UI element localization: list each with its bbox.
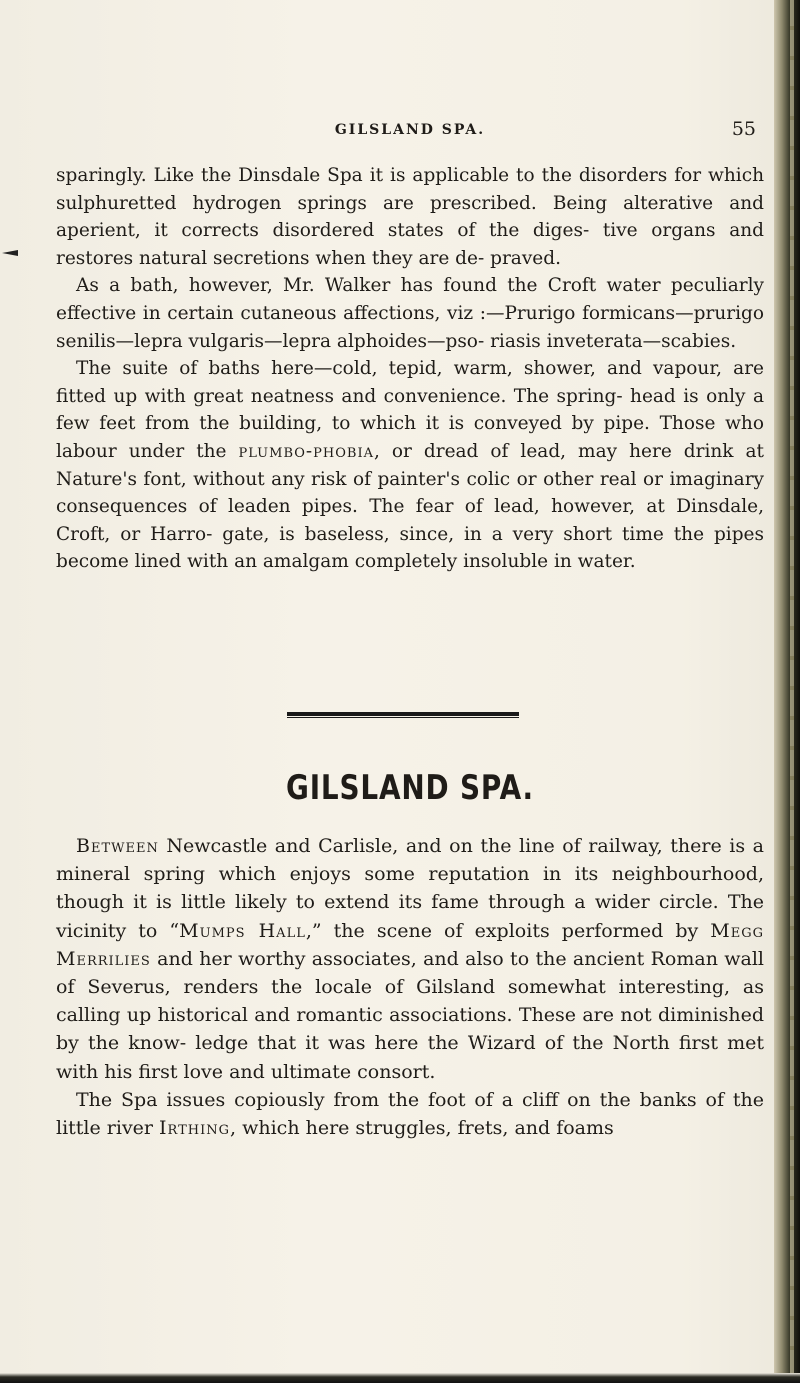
book-binding-edge bbox=[774, 0, 800, 1383]
small-caps-term: plumbo-phobia bbox=[238, 440, 374, 462]
section-heading: GILSLAND SPA. bbox=[286, 768, 534, 808]
paragraph-text: , which here struggles, frets, and foams bbox=[230, 1117, 614, 1140]
text-block-continued bbox=[56, 162, 764, 576]
paragraph-continuation: sparingly. Like the Dinsdale Spa it is applicable to the disorders for which sulphuretted hydrogen springs are prescribed. Being alterative and aperient, it corrects disordered states of the diges- tive organs and restores natural secretions when they are de- praved. bbox=[56, 165, 764, 269]
divider-thick-line bbox=[287, 712, 519, 716]
paragraph-text: and her worthy associates, and also to the ancient Roman wall of Severus, renders the locale of Gilsland somewhat interesting, as calling up historical and romantic associations. These are not diminished by the know- ledge that it was here the Wizard of the North first met with his first love and ultimate consort. bbox=[56, 947, 764, 1083]
binding-stripe bbox=[790, 0, 794, 1383]
paragraph-text: , or dread of lead, may here drink at Nature's font, without any risk of painter's colic or other real or imaginary consequences of leaden pipes. The fear of lead, however, at Dinsdale, Croft, or Harro- gate, is baseless, since, in a very short time the pipes become lined with an amalgam completely insoluble in water. bbox=[56, 440, 764, 573]
paragraph-bath: As a bath, however, Mr. Walker has found the Croft water peculiarly effective in certain cutaneous affections, viz :—Prurigo formicans—prurigo senilis—lepra vulgaris—lepra alphoides—pso- riasis inveterata—scabies. bbox=[56, 275, 764, 352]
section-divider-rule bbox=[287, 712, 519, 719]
running-head bbox=[56, 120, 764, 144]
small-caps-river: Irthing bbox=[159, 1117, 231, 1140]
text-block-gilsland bbox=[56, 832, 764, 1142]
paragraph-spa-source bbox=[56, 1086, 764, 1142]
margin-mark bbox=[2, 250, 18, 256]
page-number: 55 bbox=[731, 118, 756, 140]
paragraph-text: Newcastle and Carlisle, and on the line of railway, there is a mineral spring which enjoys some reputation in its neighbourhood, though it is little likely to extend its fame through a wider circle. The vicinity to “ bbox=[56, 835, 764, 942]
paragraph-text: The Spa issues copiously from the foot of a cliff on the banks of the little river bbox=[56, 1088, 764, 1140]
small-caps-place: Mumps Hall bbox=[179, 919, 306, 942]
paragraph-text: The suite of baths here—cold, tepid, warm, shower, and vapour, are fitted up with great neatness and convenience. The spring- head is only a few feet from the building, to which it is conveyed by pipe. Those who labour under the bbox=[56, 358, 764, 462]
small-caps-opening: Between bbox=[76, 835, 159, 857]
page-bottom-edge bbox=[0, 1373, 800, 1383]
paragraph-baths-suite bbox=[56, 355, 764, 576]
paragraph-text: ,” the scene of exploits performed by bbox=[305, 919, 711, 942]
running-title: GILSLAND SPA. bbox=[334, 122, 486, 138]
small-caps-name: Megg Merrilies bbox=[56, 919, 765, 970]
divider-thin-line bbox=[287, 717, 519, 718]
paragraph-gilsland-intro bbox=[56, 832, 764, 1086]
